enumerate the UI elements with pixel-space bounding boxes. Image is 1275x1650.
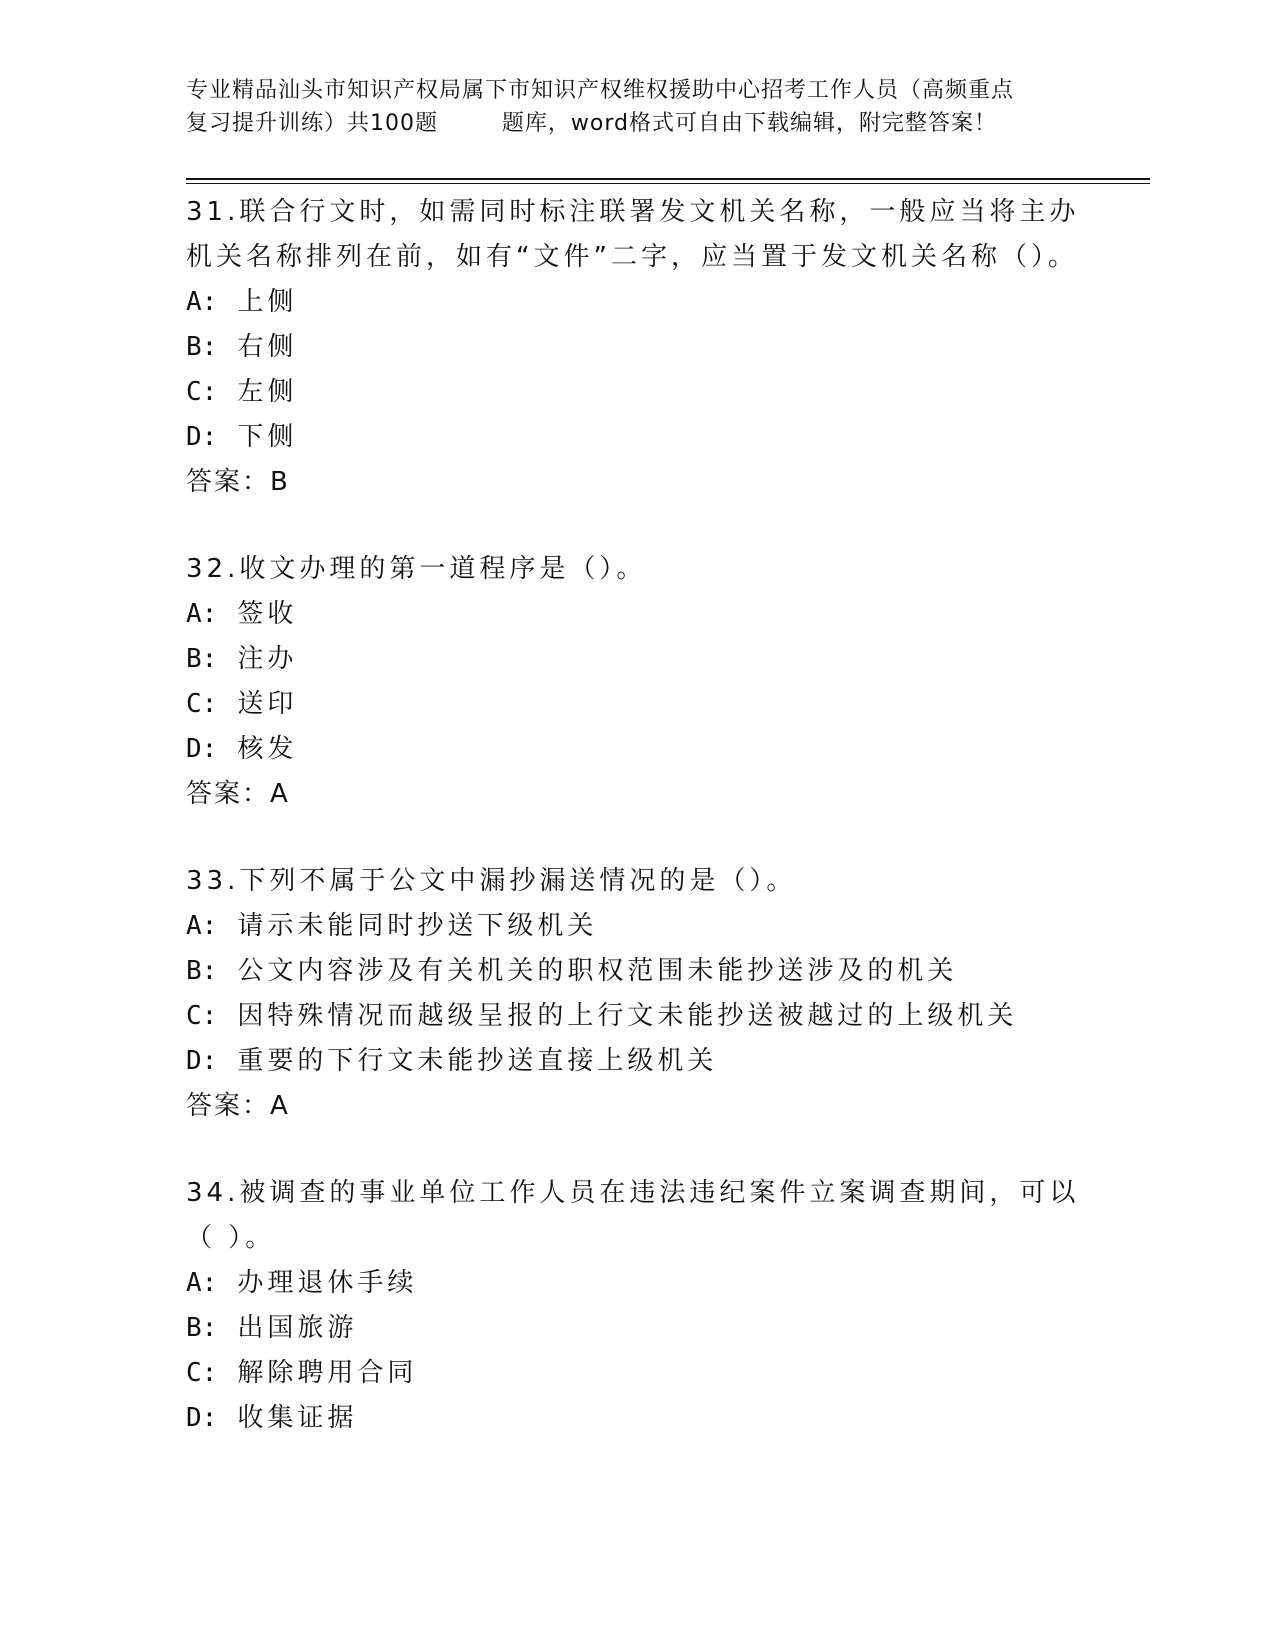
option-a <box>186 904 1086 949</box>
answer-line: 答案：B <box>186 467 290 497</box>
option-text: 上侧 <box>237 287 298 317</box>
option-key: D: <box>186 1046 218 1076</box>
answer-line: 答案：A <box>186 779 290 809</box>
option-c <box>186 1351 1086 1396</box>
question-stem: 33.下列不属于公文中漏抄漏送情况的是（）。 <box>186 866 797 896</box>
question-stem: 31.联合行文时，如需同时标注联署发文机关名称，一般应当将主办机关名称排列在前，如有“文件”二字，应当置于发文机关名称（）。 <box>186 197 1080 272</box>
option-d <box>186 1039 1086 1084</box>
question-33 <box>186 859 1086 1129</box>
document-header <box>186 74 1086 140</box>
option-b <box>186 949 1086 994</box>
option-text: 签收 <box>237 599 298 629</box>
option-text: 下侧 <box>237 422 298 452</box>
question-32 <box>186 547 1086 817</box>
question-list <box>186 190 1086 1483</box>
option-text: 因特殊情况而越级呈报的上行文未能抄送被越过的上级机关 <box>237 1001 1018 1031</box>
option-text: 公文内容涉及有关机关的职权范围未能抄送涉及的机关 <box>237 956 958 986</box>
option-text: 注办 <box>237 644 298 674</box>
question-stem: 32.收文办理的第一道程序是（）。 <box>186 554 647 584</box>
option-a <box>186 592 1086 637</box>
option-d <box>186 727 1086 772</box>
option-key: C: <box>186 689 218 719</box>
option-d <box>186 415 1086 460</box>
answer-line: 答案：A <box>186 1091 290 1121</box>
header-divider-bottom <box>186 183 1150 184</box>
option-a <box>186 1261 1086 1306</box>
header-line-2: 复习提升训练）共100题 题库，word格式可自由下载编辑，附完整答案！ <box>186 111 998 136</box>
option-key: A: <box>186 1268 218 1298</box>
option-key: D: <box>186 734 218 764</box>
option-key: B: <box>186 1313 218 1343</box>
option-text: 重要的下行文未能抄送直接上级机关 <box>237 1046 718 1076</box>
question-stem: 34.被调查的事业单位工作人员在违法违纪案件立案调查期间，可以（ ）。 <box>186 1178 1080 1253</box>
option-text: 核发 <box>237 734 298 764</box>
option-key: B: <box>186 644 218 674</box>
option-text: 收集证据 <box>237 1403 358 1433</box>
option-d <box>186 1396 1086 1441</box>
option-key: B: <box>186 956 218 986</box>
header-line-1: 专业精品汕头市知识产权局属下市知识产权维权援助中心招考工作人员（高频重点 <box>186 78 1015 103</box>
option-c <box>186 682 1086 727</box>
option-key: D: <box>186 422 218 452</box>
option-text: 办理退休手续 <box>237 1268 418 1298</box>
option-a <box>186 280 1086 325</box>
option-c <box>186 370 1086 415</box>
option-key: C: <box>186 1358 218 1388</box>
option-text: 送印 <box>237 689 298 719</box>
option-key: A: <box>186 911 218 941</box>
header-divider-top <box>186 178 1150 180</box>
option-b <box>186 325 1086 370</box>
option-text: 右侧 <box>237 332 298 362</box>
option-text: 解除聘用合同 <box>237 1358 418 1388</box>
option-text: 左侧 <box>237 377 298 407</box>
option-key: B: <box>186 332 218 362</box>
question-34 <box>186 1171 1086 1441</box>
option-text: 出国旅游 <box>237 1313 358 1343</box>
option-c <box>186 994 1086 1039</box>
option-key: A: <box>186 287 218 317</box>
option-key: C: <box>186 377 218 407</box>
question-31 <box>186 190 1086 505</box>
option-key: C: <box>186 1001 218 1031</box>
option-b <box>186 1306 1086 1351</box>
option-key: D: <box>186 1403 218 1433</box>
option-key: A: <box>186 599 218 629</box>
option-b <box>186 637 1086 682</box>
option-text: 请示未能同时抄送下级机关 <box>237 911 598 941</box>
